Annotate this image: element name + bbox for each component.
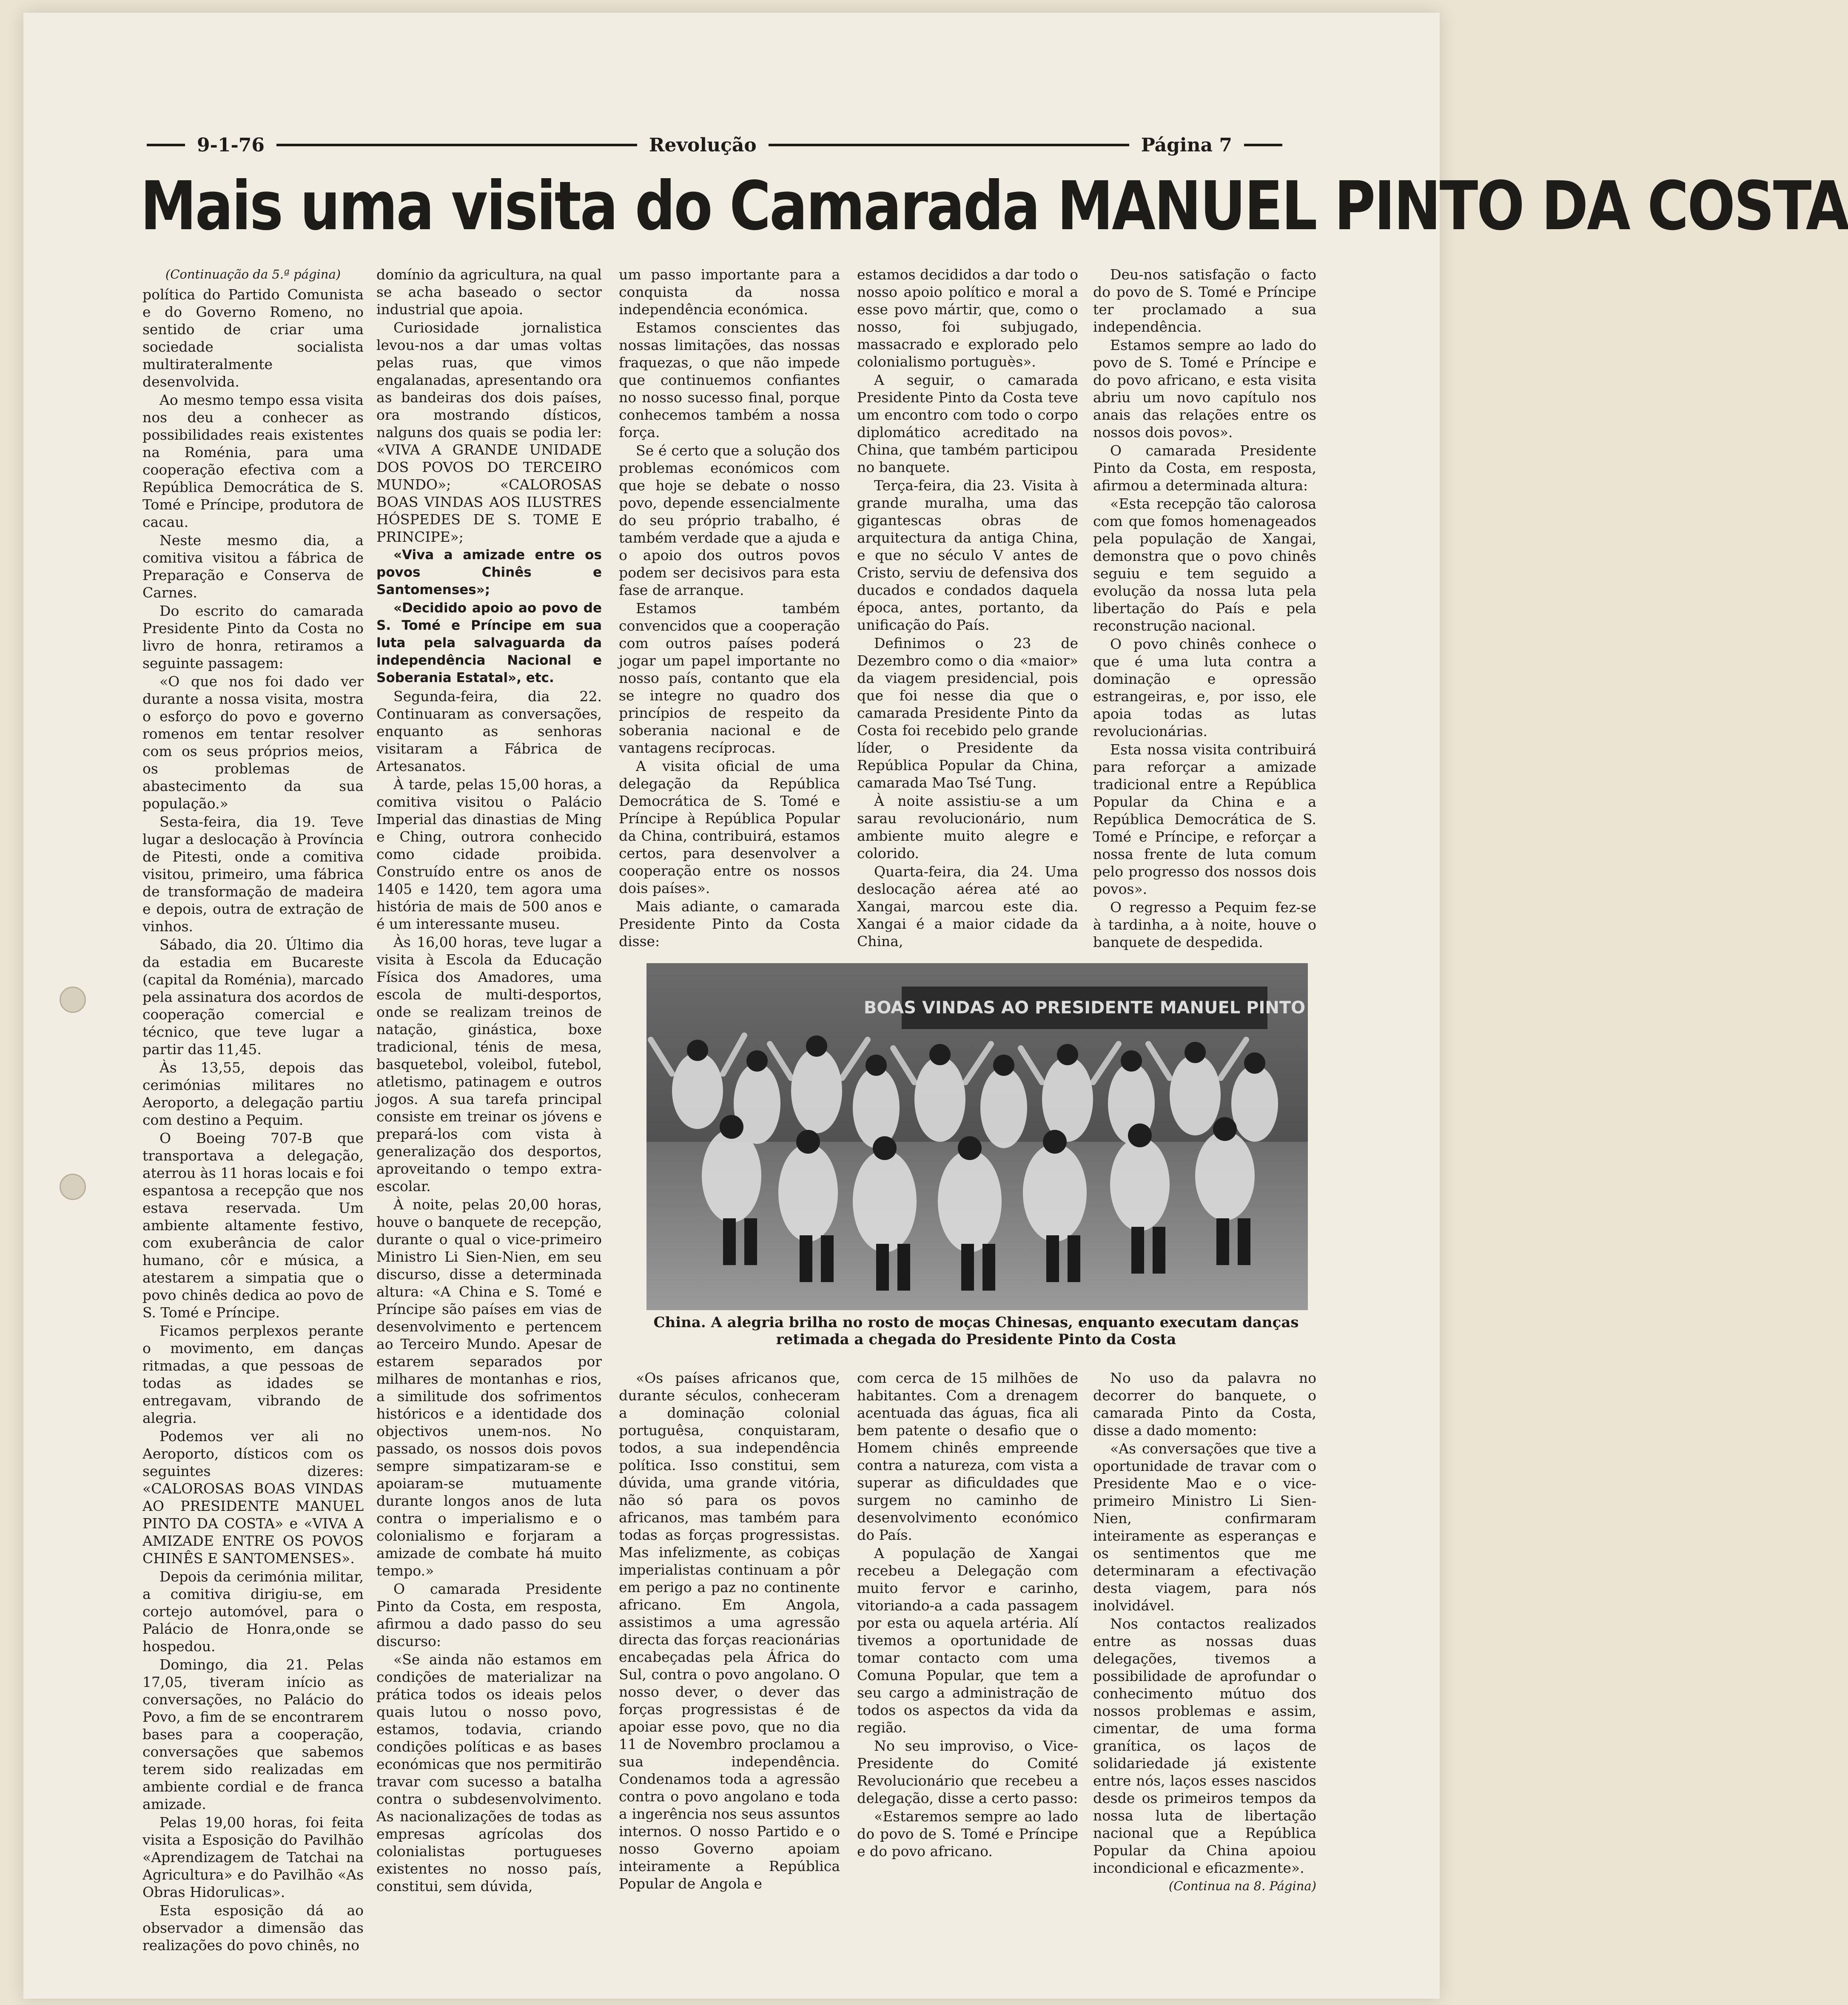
banner-text: BOAS VINDAS AO PRESIDENTE MANUEL PINTO: [863, 998, 1306, 1018]
paragraph: Se é certo que a solução dos problemas económicos com que hoje se debate o nosso povo, depende essencialmente do seu próprio trabalho, é também verdade que a ajuda e o apoio dos outros povos podem ser decisivos para esta fase de arranque.: [619, 442, 840, 598]
paragraph: «Esta recepção tão calorosa com que fomos homenageados pela população de Xangai, demonstra que o povo chinês seguiu e tem seguido a evolução da nossa luta pela libertação do País e pela reconstrução nacional.: [1093, 495, 1316, 634]
newspaper-name: Revolução: [649, 134, 757, 156]
photo-caption: China. A alegria brilha no rosto de moças Chinesas, enquanto executam danças retimada a chegada do Presidente Pinto da Costa: [653, 1314, 1299, 1348]
paragraph: Deu-nos satisfação o facto do povo de S. Tomé e Príncipe ter proclamado a sua independência.: [1093, 266, 1316, 335]
article-column-5: [1093, 266, 1316, 952]
paragraph: Terça-feira, dia 23. Visita à grande muralha, uma das gigantescas obras de arquitectura da antiga China, e que no século V antes de Cristo, serviu de defensiva dos ducados e condados daquela época, antes, portanto, da unificação do País.: [857, 477, 1078, 633]
paragraph: Estamos também convencidos que a cooperação com outros países poderá jogar um papel importante no nosso país, contanto que ela se integre no quadro dos princípios de respeito da soberania nacional e de vantagens recíprocas.: [619, 600, 840, 756]
issue-date: 9-1-76: [197, 134, 265, 156]
article-column-5-bottom: [1093, 1369, 1316, 1896]
article-column-3: [619, 266, 840, 951]
slogan-paragraph: «Viva a amizade entre os povos Chinês e Santomenses»;: [376, 547, 602, 597]
slogan-paragraph: «Decidido apoio ao povo de S. Tomé e Príncipe em sua luta pela salvaguarda da independência Nacional e Soberania Estatal», etc.: [376, 600, 602, 685]
paragraph: Sábado, dia 20. Último dia da estadia em Bucareste (capital da Roménia), marcado pela assinatura dos acordos de cooperação comercial e técnico, que teve lugar a partir das 11,45.: [142, 936, 364, 1058]
article-column-4-bottom: [857, 1369, 1078, 1861]
paragraph: Estamos sempre ao lado do povo de S. Tomé e Príncipe e do povo africano, e esta visita abriu um novo capítulo nos anais das relações entre os nossos dois povos».: [1093, 337, 1316, 441]
paragraph: Podemos ver ali no Aeroporto, dísticos com os seguintes dizeres: «CALOROSAS BOAS VINDAS AO PRESIDENTE MANUEL PINTO DA COSTA» e «VIVA A AMIZADE ENTRE OS POVOS CHINÊS E SANTOMENSES».: [142, 1428, 364, 1567]
paragraph: Segunda-feira, dia 22. Continuaram as conversações, enquanto as senhoras visitaram a Fábrica de Artesanatos.: [376, 688, 602, 774]
rule: [1244, 144, 1282, 146]
paragraph: O camarada Presidente Pinto da Costa, em resposta, afirmou a dado passo do seu discurso:: [376, 1581, 602, 1650]
paragraph: Às 16,00 horas, teve lugar a visita à Escola da Educação Física dos Amadores, uma escola de multi-desportos, onde se realizam treinos de natação, ginástica, boxe tradicional, ténis de mesa, basquetebol, voleibol, futebol, atletismo, patinagem e outros jogos. A sua tarefa principal consiste em treinar os jóvens e prepará-los com vista à generalização dos desportos, aproveitando o tempo extra-escolar.: [376, 934, 602, 1194]
article-column-1: [142, 266, 364, 1955]
paragraph: com cerca de 15 milhões de habitantes. Com a drenagem acentuada das águas, fica ali bem patente o desafio que o Homem chinês empreende contra a natureza, com vista a superar as dificuldades que surgem no caminho de desenvolvimento económico do País.: [857, 1370, 1078, 1543]
paragraph: Esta esposição dá ao observador a dimensão das realizações do povo chinês, no: [142, 1902, 364, 1954]
punch-hole-bottom: [60, 1174, 86, 1200]
paragraph: À noite assistiu-se a um sarau revolucionário, num ambiente muito alegre e colorido.: [857, 793, 1078, 862]
paragraph: Sesta-feira, dia 19. Teve lugar a deslocação à Província de Pitesti, onde a comitiva visitou, primeiro, uma fábrica de transformação de madeira e depois, outra de extração de vinhos.: [142, 813, 364, 935]
paragraph: Nos contactos realizados entre as nossas duas delegações, tivemos a possibilidade de aprofundar o conhecimento mútuo dos nossos problemas e assim, cimentar, de uma forma granítica, os laços de solidariedade já existente entre nós, laços esses nascidos desde os primeiros tempos da nossa luta de libertação nacional que a República Popular da China apoiou incondicional e eficazmente».: [1093, 1615, 1316, 1876]
paragraph: A população de Xangai recebeu a Delegação com muito fervor e carinho, vitoriando-a a cada passagem por esta ou aquela artéria. Alí tivemos a oportunidade de tomar contacto com uma Comuna Popular, que tem a seu cargo a administração de todos os aspectos da vida da região.: [857, 1545, 1078, 1736]
paragraph: Ao mesmo tempo essa visita nos deu a conhecer as possibilidades reais existentes na Roménia, para uma cooperação efectiva com a República Democrática de S. Tomé e Príncipe, produtora de cacau.: [142, 392, 364, 530]
continuation-note: (Continuação da 5.ª página): [165, 267, 341, 282]
news-photo-dancers: [646, 963, 1308, 1310]
paragraph: O povo chinês conhece o que é uma luta contra a dominação e opressão estrangeiras, e, por isso, ele apoia todas as lutas revolucionárias.: [1093, 636, 1316, 739]
paragraph: Domingo, dia 21. Pelas 17,05, tiveram início as conversações, no Palácio do Povo, a fim de se encontrarem bases para a cooperação, conversações que sabemos terem sido realizadas em ambiente cordial e de franca amizade.: [142, 1656, 364, 1812]
rule: [769, 144, 1129, 146]
page-number: Página 7: [1141, 134, 1233, 156]
paragraph: Quarta-feira, dia 24. Uma deslocação aérea até ao Xangai, marcou este dia. Xangai é a maior cidade da China,: [857, 863, 1078, 950]
paragraph: Definimos o 23 de Dezembro como o dia «maior» da viagem presidencial, pois que foi nesse dia que o camarada Presidente Pinto da Costa foi recebido pelo grande líder, o Presidente da República Popular da China, camarada Mao Tsé Tung.: [857, 635, 1078, 791]
paragraph: À noite, pelas 20,00 horas, houve o banquete de recepção, durante o qual o vice-primeiro Ministro Li Sien-Nien, em seu discurso, disse a determinada altura: «A China e S. Tomé e Príncipe são países em vias de desenvolvimento e pertencem ao Terceiro Mundo. Apesar de estarem separados por milhares de montanhas e rios, a similitude dos sofrimentos históricos e a identidade dos objectivos unem-nos. No passado, os nossos dois povos sempre simpatizaram-se e apoiaram-se mutuamente durante longos anos de luta contra o imperialismo e o colonialismo e forjaram a amizade de combate há muito tempo.»: [376, 1196, 602, 1579]
photo-illustration: [646, 963, 1308, 1310]
paragraph: Ficamos perplexos perante o movimento, em danças ritmadas, a que pessoas de todas as idades se entregavam, vibrando de alegria.: [142, 1322, 364, 1426]
paragraph: A seguir, o camarada Presidente Pinto da Costa teve um encontro com todo o corpo diplomático acreditado na China, que também participou no banquete.: [857, 372, 1078, 475]
masthead: [147, 130, 1282, 160]
paragraph: Mais adiante, o camarada Presidente Pinto da Costa disse:: [619, 898, 840, 950]
paragraph: No uso da palavra no decorrer do banquete, o camarada Pinto da Costa, disse a dado momento:: [1093, 1370, 1316, 1439]
continuation-footnote: (Continua na 8. Página): [1168, 1879, 1316, 1893]
paragraph: um passo importante para a conquista da nossa independência económica.: [619, 266, 840, 318]
paragraph: O Boeing 707-B que transportava a delegação, aterrou às 11 horas locais e foi espantosa a recepção que nos estava reservada. Um ambiente altamente festivo, com exuberância de calor humano, côr e música, a atestarem a simpatia que o povo chinês dedica ao povo de S. Tomé e Príncipe.: [142, 1130, 364, 1321]
paragraph: O camarada Presidente Pinto da Costa, em resposta, afirmou a determinada altura:: [1093, 442, 1316, 494]
paragraph: Às 13,55, depois das cerimónias militares no Aeroporto, a delegação partiu com destino a Pequim.: [142, 1059, 364, 1128]
paragraph: domínio da agricultura, na qual se acha baseado o sector industrial que apoia.: [376, 266, 602, 318]
paragraph: «Estaremos sempre ao lado do povo de S. Tomé e Príncipe e do povo africano.: [857, 1808, 1078, 1860]
paragraph: Do escrito do camarada Presidente Pinto da Costa no livro de honra, retiramos a seguinte passagem:: [142, 603, 364, 671]
headline: Mais uma visita do Camarada MANUEL PINTO DA COSTA: [140, 167, 1848, 245]
paragraph: O regresso a Pequim fez-se à tardinha, a à noite, houve o banquete de despedida.: [1093, 899, 1316, 950]
article-column-4: [857, 266, 1078, 951]
rule: [147, 144, 185, 146]
paragraph: «O que nos foi dado ver durante a nossa visita, mostra o esforço do povo e governo romenos em tentar resolver com os seus próprios meios, os problemas de abastecimento da sua população.»: [142, 673, 364, 812]
paragraph: No seu improviso, o Vice-Presidente do Comité Revolucionário que recebeu a delegação, disse a certo passo:: [857, 1738, 1078, 1806]
article-column-3-bottom: [619, 1369, 840, 1893]
paragraph: Depois da cerimónia militar, a comitiva dirigiu-se, em cortejo automóvel, para o Palácio de Honra,onde se hospedou.: [142, 1568, 364, 1655]
paragraph: estamos decididos a dar todo o nosso apoio político e moral a esse povo mártir, que, como o nosso, foi subjugado, massacrado e explorado pelo colonialismo portuguès».: [857, 266, 1078, 370]
paragraph: Esta nossa visita contribuirá para reforçar a amizade tradicional entre a República Popular da China e a República Democrática de S. Tomé e Príncipe, e reforçar a nossa frente de luta comum pelo progresso dos nossos dois povos».: [1093, 741, 1316, 897]
rule: [276, 144, 637, 146]
punch-hole-top: [60, 987, 86, 1013]
paragraph: Estamos conscientes das nossas limitações, das nossas fraquezas, o que não impede que continuemos confiantes no nosso sucesso final, porque conhecemos também a nossa força.: [619, 319, 840, 441]
paragraph: «Os países africanos que, durante séculos, conheceram a dominação colonial portuguêsa, conquistaram, todos, a sua independência política. Isso constitui, sem dúvida, uma grande vitória, não só para os povos africanos, mas também para todas as forças progressistas. Mas infelizmente, as cobiças imperialistas continuam a pôr em perigo a paz no continente africano. Em Angola, assistimos a uma agressão directa das forças reacionárias encabeçadas pela África do Sul, contra o povo angolano. O nosso dever, o dever das forças progressistas é de apoiar esse povo, que no dia 11 de Novembro proclamou a sua independência. Condenamos toda a agressão contra o povo angolano e toda a ingerência nos seus assuntos internos. O nosso Partido e o nosso Governo apoiam inteiramente a República Popular de Angola e: [619, 1370, 840, 1892]
paragraph: A visita oficial de uma delegação da República Democrática de S. Tomé e Príncipe à República Popular da China, contribuirá, estamos certos, para desenvolver a cooperação entre os nossos dois países».: [619, 758, 840, 896]
paragraph: Curiosidade jornalistica levou-nos a dar umas voltas pelas ruas, que vimos engalanadas, apresentando ora as bandeiras dos dois países, ora mostrando dísticos, nalguns dos quais se podia ler: «VIVA A GRANDE UNIDADE DOS POVOS DO TERCEIRO MUNDO»; «CALOROSAS BOAS VINDAS AOS ILUSTRES HÓSPEDES DE S. TOME E PRINCIPE»;: [376, 319, 602, 545]
paragraph: À tarde, pelas 15,00 horas, a comitiva visitou o Palácio Imperial das dinastias de Ming e Ching, outrora conhecido como cidade proibida. Construído entre os anos de 1405 e 1420, tem agora uma história de mais de 500 anos e é um interessante museu.: [376, 776, 602, 932]
paragraph: política do Partido Comunista e do Governo Romeno, no sentido de criar uma sociedade socialista multirateralmente desenvolvida.: [142, 286, 364, 390]
paragraph: «As conversações que tive a oportunidade de travar com o Presidente Mao e o vice-primeiro Ministro Li Sien-Nien, confirmaram inteiramente as esperanças e os sentimentos que me determinaram a efectivação desta viagem, para nós inolvidável.: [1093, 1440, 1316, 1614]
article-column-2: [376, 266, 602, 1896]
paragraph: Neste mesmo dia, a comitiva visitou a fábrica de Preparação e Conserva de Carnes.: [142, 532, 364, 601]
paragraph: Pelas 19,00 horas, foi feita visita a Esposição do Pavilhão «Aprendizagem de Tatchai na Agricultura» e do Pavilhão «As Obras Hidorulicas».: [142, 1814, 364, 1900]
paragraph: «Se ainda não estamos em condições de materializar na prática todos os ideais pelos quais lutou o nosso povo, estamos, todavia, criando condições políticas e as bases económicas que nos permitirão travar com sucesso a batalha contra o subdesenvolvimento. As nacionalizações de todas as empresas agrícolas dos colonialistas portugueses existentes no nosso país, constitui, sem dúvida,: [376, 1651, 602, 1894]
